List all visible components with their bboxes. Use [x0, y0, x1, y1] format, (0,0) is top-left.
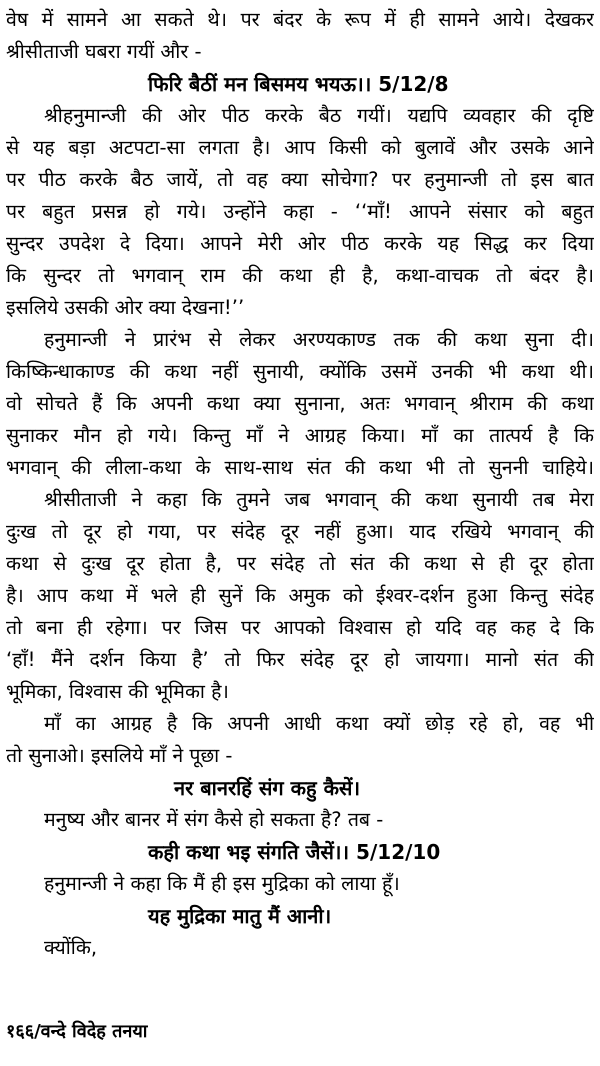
text-line: भूमिका, विश्वास की भूमिका है।	[6, 680, 229, 703]
text-line: क्योंकि,	[44, 936, 98, 959]
text-line: तो बना ही रहेगा। पर जिस पर आपको विश्वास हो यदि वह कह दे कि	[6, 616, 594, 639]
text-line: तो सुनाओ। इसलिये माँ ने पूछा -	[6, 744, 233, 767]
verse: यह मुद्रिका मातु मैं आनी।	[148, 904, 332, 928]
text-line: माँ का आग्रह है कि अपनी आधी कथा क्यों छोड़ रहे हो, वह भी	[44, 712, 594, 735]
verse: कही कथा भइ संगति जैसें।। 5/12/10	[148, 840, 441, 864]
verse: फिरि बैठीं मन बिसमय भयऊ।। 5/12/8	[148, 72, 449, 96]
text-line: श्रीहनुमान्जी की ओर पीठ करके बैठ गयीं। यद्यपि व्यवहार की दृष्टि	[44, 104, 594, 127]
text-line: हनुमान्जी ने कहा कि मैं ही इस मुद्रिका को लाया हूँ।	[44, 872, 400, 895]
text-line: मनुष्य और बानर में संग कैसे हो सकता है? तब -	[44, 808, 384, 831]
text-line: सुनाकर मौन हो गये। किन्तु माँ ने आग्रह किया। माँ का तात्पर्य है कि	[6, 424, 594, 447]
text-line: कथा से दुःख दूर होता है, पर संदेह तो संत की कथा से ही दूर होता	[6, 552, 594, 575]
text-line: श्रीसीताजी घबरा गयीं और -	[6, 40, 202, 63]
text-line: किष्किन्धाकाण्ड की कथा नहीं सुनायी, क्योंकि उसमें उनकी भी कथा थी।	[6, 360, 594, 383]
text-line: पर पीठ करके बैठ जायें, तो वह क्या सोचेगा? पर हनुमान्जी तो इस बात	[6, 168, 594, 191]
text-line: पर बहुत प्रसन्न हो गये। उन्होंने कहा - ‘‘माँ! आपने संसार को बहुत	[6, 200, 594, 223]
text-line: सुन्दर उपदेश दे दिया। आपने मेरी ओर पीठ करके यह सिद्ध कर दिया	[6, 232, 594, 255]
text-line: वेष में सामने आ सकते थे। पर बंदर के रूप में ही सामने आये। देखकर	[6, 8, 594, 31]
text-line: इसलिये उसकी ओर क्या देखना!’’	[6, 296, 245, 319]
text-line: कि सुन्दर तो भगवान् राम की कथा ही है, कथा-वाचक तो बंदर है।	[6, 264, 594, 287]
text-line: वो सोचते हैं कि अपनी कथा क्या सुनाना, अतः भगवान् श्रीराम की कथा	[6, 392, 594, 415]
text-line: श्रीसीताजी ने कहा कि तुमने जब भगवान् की कथा सुनायी तब मेरा	[44, 488, 594, 511]
page-footer: १६६/वन्दे विदेह तनया	[6, 1021, 148, 1042]
text-line: दुःख तो दूर हो गया, पर संदेह दूर नहीं हुआ। याद रखिये भगवान् की	[6, 520, 594, 543]
text-line: से यह बड़ा अटपटा-सा लगता है। आप किसी को बुलावें और उसके आने	[6, 136, 594, 159]
text-line: है। आप कथा में भले ही सुनें कि अमुक को ईश्वर-दर्शन हुआ किन्तु संदेह	[6, 584, 594, 607]
text-line: ‘हाँ! मैंने दर्शन किया है’ तो फिर संदेह दूर हो जायगा। मानो संत की	[6, 648, 594, 671]
text-line: भगवान् की लीला-कथा के साथ-साथ संत की कथा भी तो सुननी चाहिये।	[6, 456, 594, 479]
verse: नर बानरहिं संग कहु कैसें।	[174, 776, 361, 800]
text-line: हनुमान्जी ने प्रारंभ से लेकर अरण्यकाण्ड तक की कथा सुना दी।	[44, 328, 594, 351]
